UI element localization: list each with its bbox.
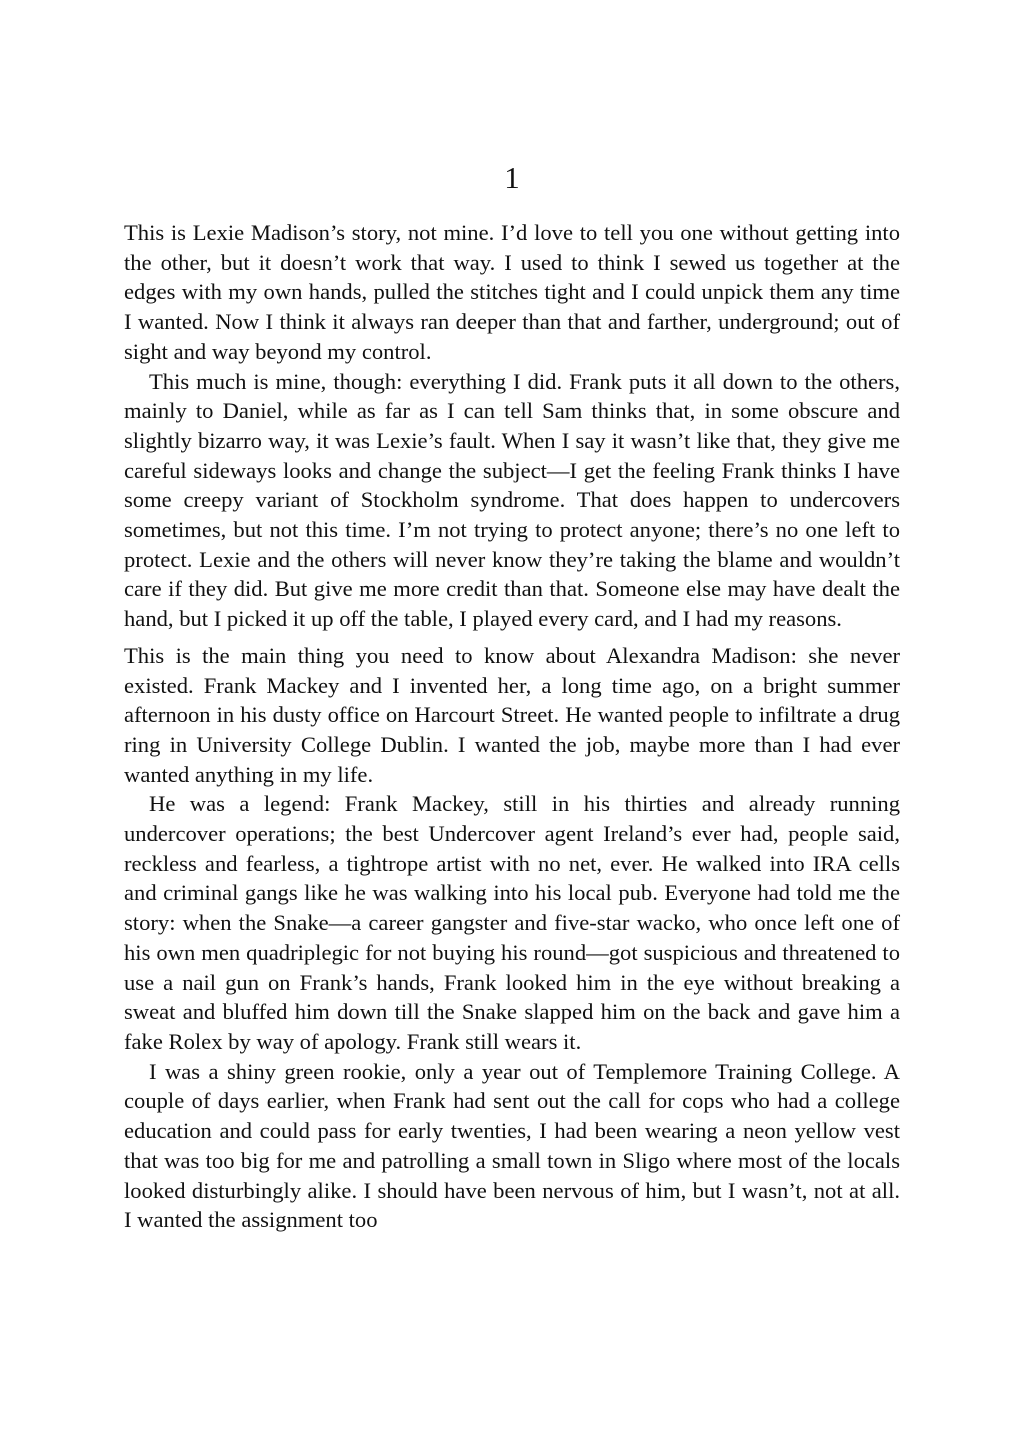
paragraph: This is Lexie Madison’s story, not mine. I’d love to tell you one without getting into the other, but it doesn’t work that way. I used to think I sewed us together at the edges with my own hands, pulled the stitches tight and I could unpick them any time I wanted. Now I think it always ran deeper than that and farther, underground; out of sight and way beyond my control.	[124, 220, 900, 364]
paragraph: I was a shiny green rookie, only a year out of Templemore Training College. A couple of days earlier, when Frank had sent out the call for cops who had a college education and could pass for early twenties, I had been wearing a neon yellow vest that was too big for me and patrolling a small town in Sligo where most of the locals looked disturbingly alike. I should have been nervous of him, but I wasn’t, not at all. I wanted the assignment too	[124, 1058, 900, 1233]
paragraph: This is the main thing you need to know about Alexandra Madison: she never existed. Frank Mackey and I invented her, a long time ago, on a bright summer afternoon in his dusty office on Harcourt Street. He wanted people to infiltrate a drug ring in University College Dublin. I wanted the job, maybe more than I had ever wanted anything in my life.	[124, 642, 900, 787]
chapter-number: 1	[504, 160, 520, 195]
book-page	[124, 158, 900, 1235]
paragraph: He was a legend: Frank Mackey, still in his thirties and already running undercover operations; the best Undercover agent Ireland’s ever had, people said, reckless and fearless, a tightrope artist with no net, ever. He walked into IRA cells and criminal gangs like he was walking into his local pub. Everyone had told me the story: when the Snake—a career gangster and five-star wacko, who once left one of his own men quadriplegic for not buying his round—got suspicious and threatened to use a nail gun on Frank’s hands, Frank looked him in the eye without breaking a sweat and bluffed him down till the Snake slapped him on the back and gave him a fake Rolex by way of apology. Frank still wears it.	[124, 791, 900, 1054]
section-break	[124, 634, 900, 641]
paragraph: This much is mine, though: everything I did. Frank puts it all down to the others, mainly to Daniel, while as far as I can tell Sam thinks that, in some obscure and slightly bizarro way, it was Lexie’s fault. When I say it wasn’t like that, they give me careful sideways looks and change the subject—I get the feeling Frank thinks I have some creepy variant of Stockholm syndrome. That does happen to undercovers sometimes, but not this time. I’m not trying to protect anyone; there’s no one left to protect. Lexie and the others will never know they’re taking the blame and wouldn’t care if they did. But give me more credit than that. Someone else may have dealt the hand, but I picked it up off the table, I played every card, and I had my reasons.	[124, 368, 900, 632]
